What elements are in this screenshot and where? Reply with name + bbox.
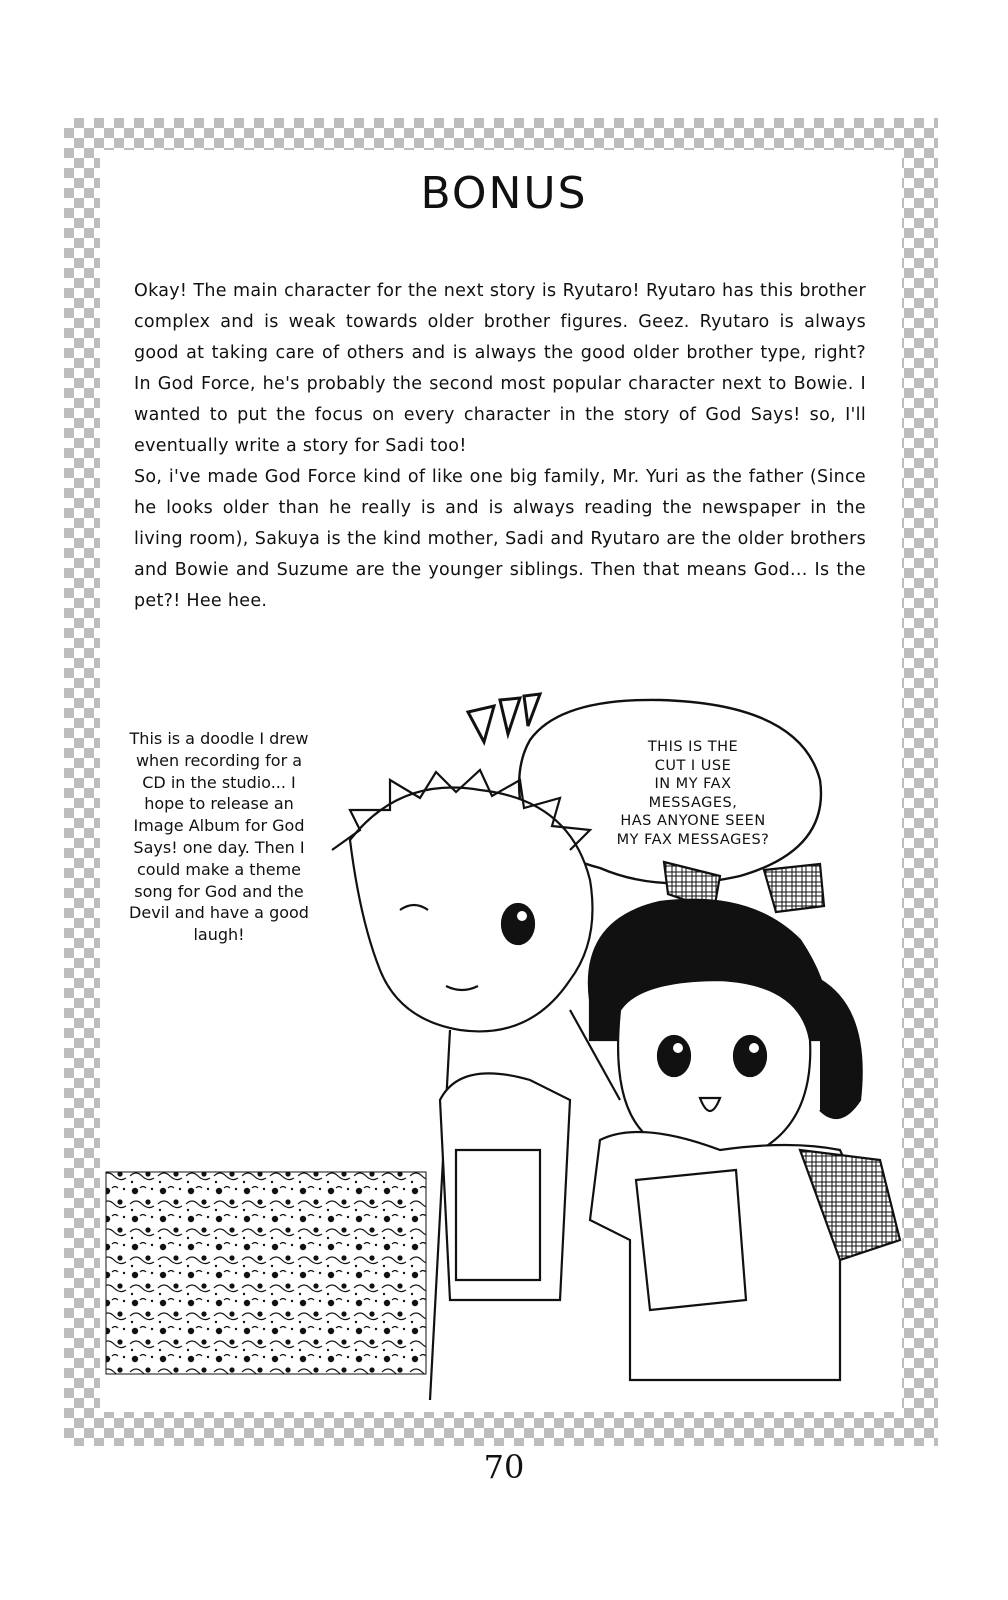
bubble-line-1: THIS IS THE [647,739,739,755]
paragraph-1: Okay! The main character for the next story is Ryutaro! Ryutaro has this brother complex and is weak towards older brother figures. Geez. Ryutaro is always good at taking care of others and is always the good older brother type, right? In God Force, he's probably the second most popular character next to Bowie. I wanted to put the focus on every character in the story of God Says! so, I'll eventually write a story for Sadi too! [134,281,866,456]
paragraph-2: So, i've made God Force kind of like one big family, Mr. Yuri as the father (Since he looks older than he really is and is always reading the newspaper in the living room), Sakuya is the kind mother, Sadi and Ryutaro are the older brothers and Bowie and Suzume are the younger siblings. Then that means God... Is the pet?! Hee hee. [134,467,866,611]
bubble-line-3: IN MY FAX [654,776,732,792]
surprise-marks [468,694,540,742]
page-number: 70 [483,1448,525,1486]
page-title: BONUS [420,168,588,219]
bubble-line-4: MESSAGES, [648,794,738,811]
speech-bubble-text [578,738,808,849]
girl-character [589,862,900,1380]
bubble-line-6: MY FAX MESSAGES? [616,831,770,848]
bubble-line-2: CUT I USE [654,757,732,774]
bonus-text [134,276,866,617]
bubble-line-5: HAS ANYONE SEEN [620,813,766,829]
floral-pattern [106,1172,426,1374]
doodle-note: This is a doodle I drew when recording for a CD in the studio... I hope to release an Image Album for God Says! one day. Then I could make a theme song for God and the Devil and have a good laugh! [129,729,309,945]
